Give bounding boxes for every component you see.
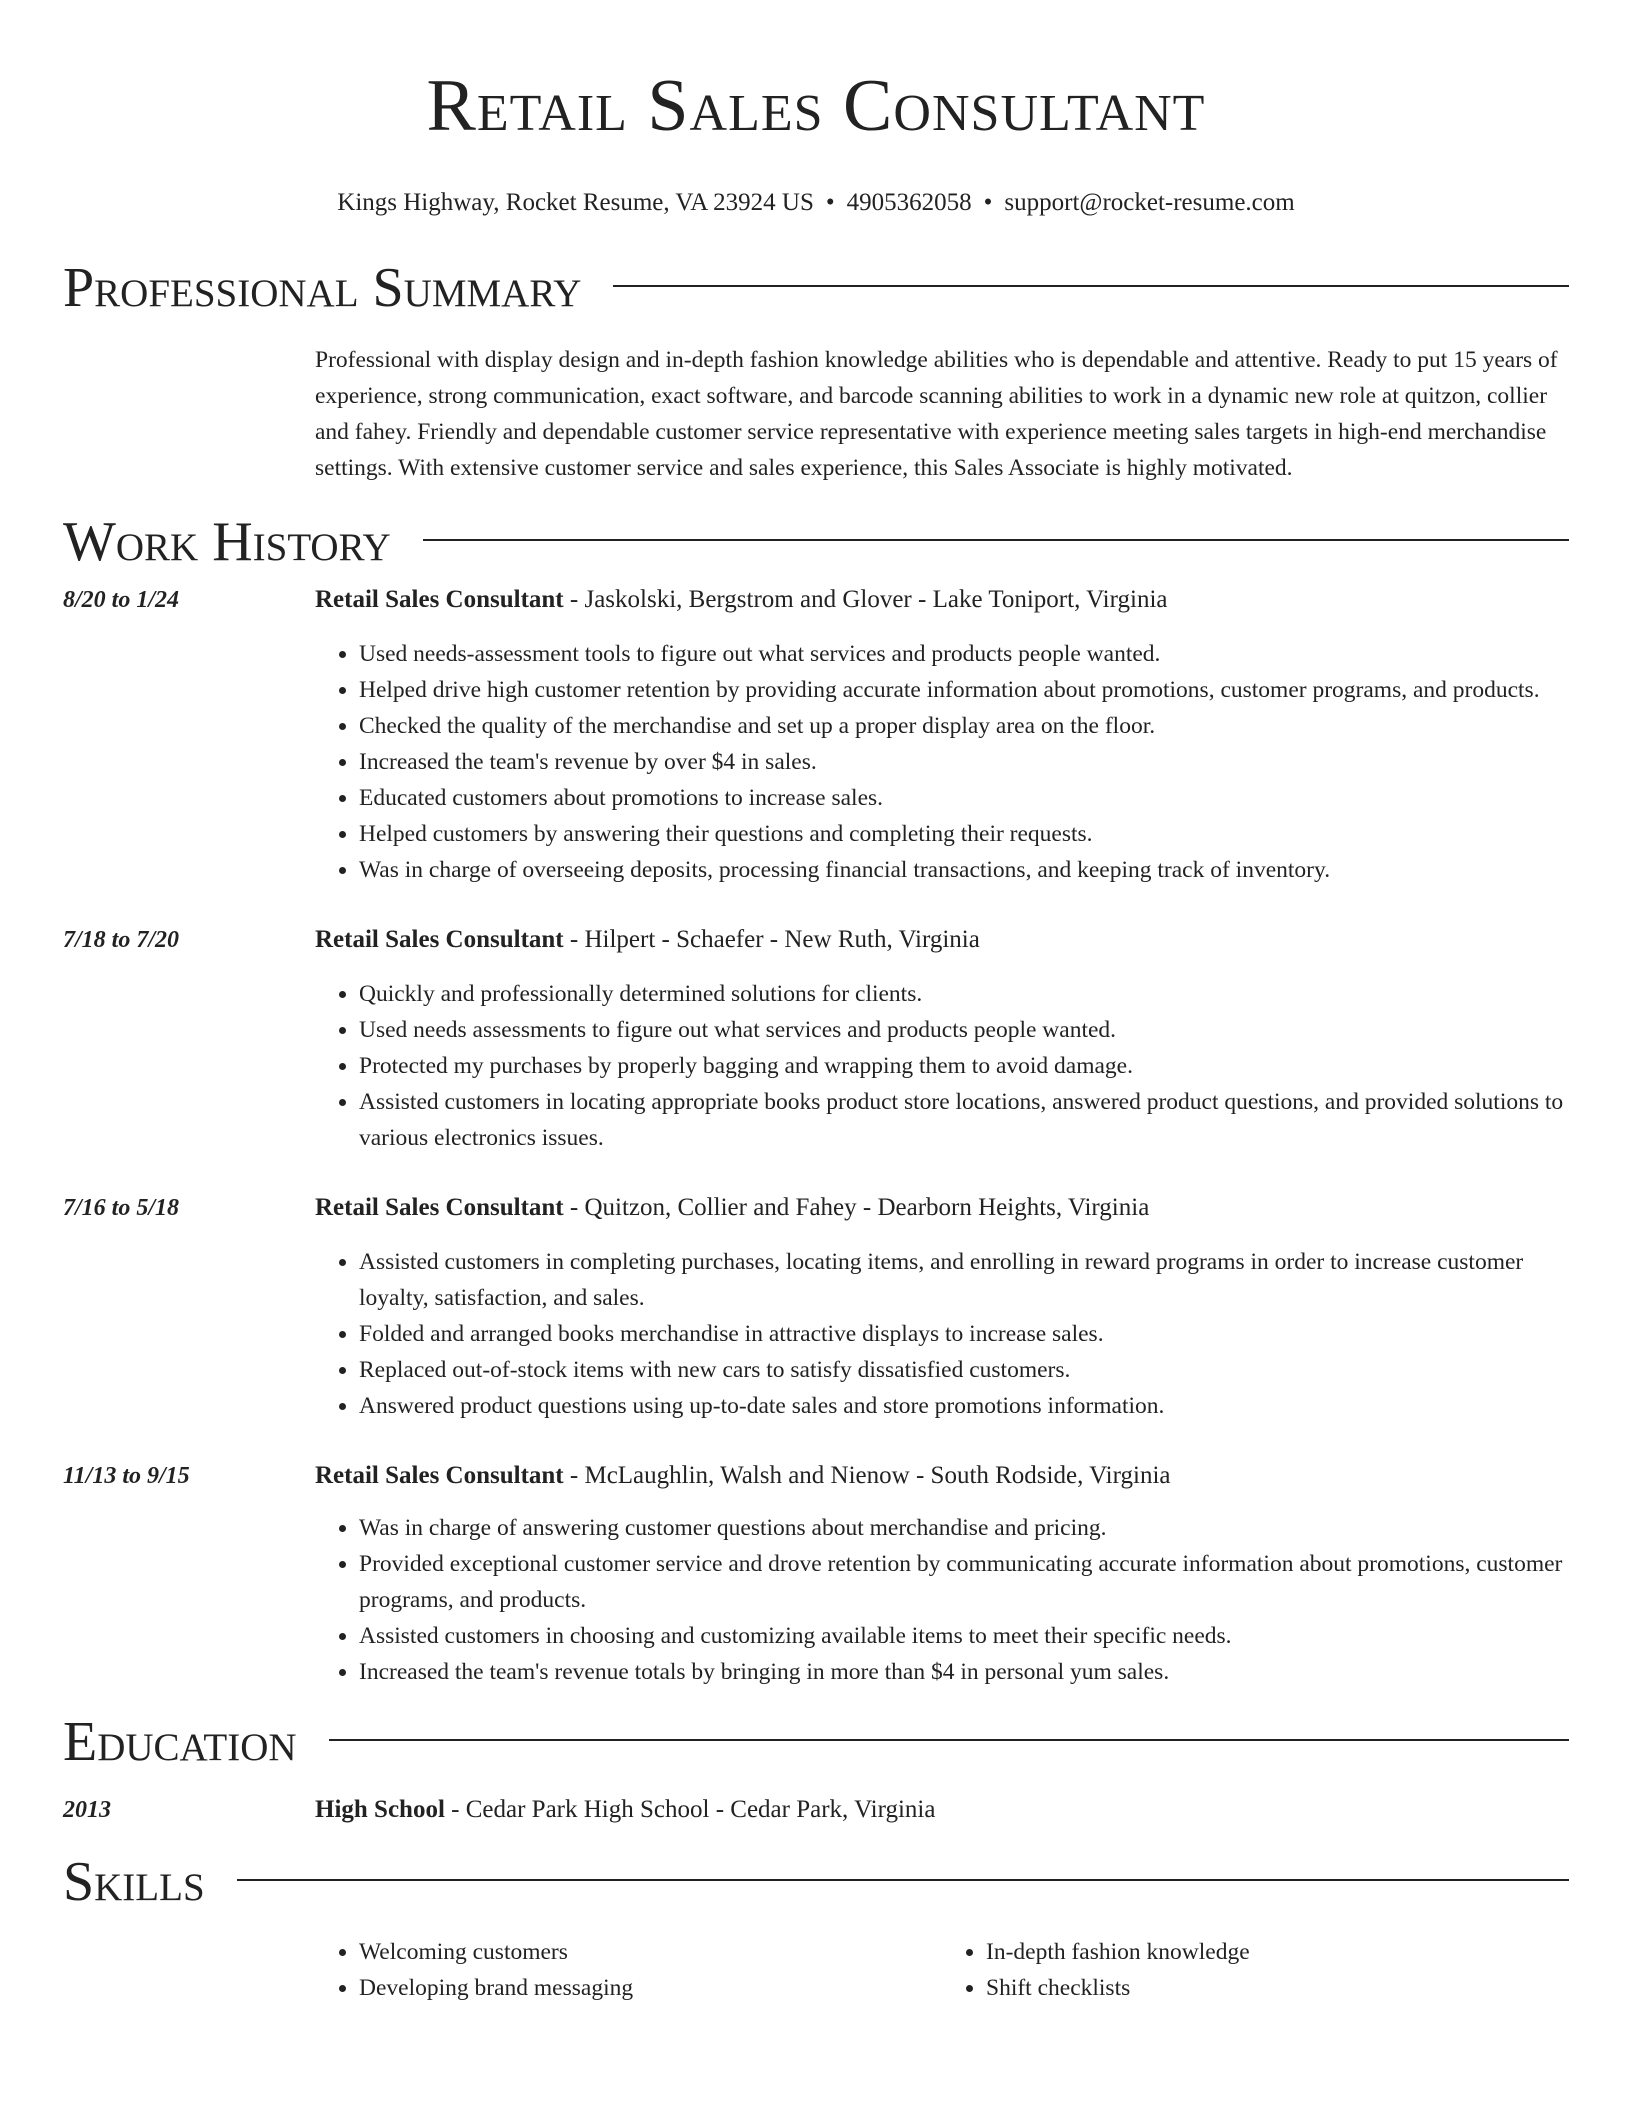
job-details: - Jaskolski, Bergstrom and Glover - Lake Toniport, Virginia: [563, 586, 1168, 613]
skills-column-left: [315, 1934, 942, 2006]
skill-item: • Developing brand messaging: [359, 1970, 942, 2006]
job-entry: [63, 1190, 1569, 1424]
summary-text: Professional with display design and in-depth fashion knowledge abilities who is dependable and attentive. Ready to put 15 years of experience, strong communication, exact software, and barcode scanning abilities to work in a dynamic new role at quitzon, collier and fahey. Friendly and dependable customer service representative with experience meeting sales targets in high-end merchandise settings. With extensive customer service and sales experience, this Sales Associate is highly motivated.: [315, 347, 1558, 481]
contact-separator: •: [983, 189, 993, 216]
list-item: • Assisted customers in completing purchases, locating items, and enrolling in reward programs in order to increase customer loyalty, satisfaction, and sales.: [359, 1244, 1569, 1316]
skill-item: • In-depth fashion knowledge: [986, 1934, 1569, 1970]
skill-item: • Shift checklists: [986, 1970, 1569, 2006]
list-item: • Used needs assessments to figure out what services and products people wanted.: [359, 1012, 1569, 1048]
job-role: Retail Sales Consultant: [315, 1462, 564, 1489]
section-work-heading: [63, 510, 1569, 574]
job-bullets: [315, 1244, 1569, 1424]
section-divider: [613, 285, 1569, 287]
list-item: • Quickly and professionally determined solutions for clients.: [359, 976, 1569, 1012]
resume-name: Retail Sales Consultant: [426, 65, 1206, 147]
section-title: Skills: [63, 1851, 205, 1913]
education-heading: [315, 1792, 1569, 1828]
section-divider: [423, 539, 1569, 541]
job-entry: [63, 922, 1569, 1156]
job-details: - Quitzon, Collier and Fahey - Dearborn Heights, Virginia: [563, 1194, 1150, 1221]
list-item: • Answered product questions using up-to-date sales and store promotions information.: [359, 1388, 1569, 1424]
job-bullets: [315, 636, 1569, 888]
list-item: • Increased the team's revenue totals by bringing in more than $4 in personal yum sales.: [359, 1654, 1569, 1690]
skills-column-right: [942, 1934, 1569, 2006]
job-role: Retail Sales Consultant: [315, 586, 564, 613]
education-entry: [63, 1792, 1569, 1828]
list-item: • Helped drive high customer retention by providing accurate information about promotions, customer programs, and products.: [359, 672, 1569, 708]
job-dates: 7/18 to 7/20: [63, 927, 180, 953]
job-heading: [315, 1190, 1569, 1226]
education-degree: High School: [315, 1796, 445, 1823]
job-role: Retail Sales Consultant: [315, 926, 564, 953]
skill-item: • Welcoming customers: [359, 1934, 942, 1970]
skills-list: [315, 1934, 1569, 2006]
list-item: • Assisted customers in choosing and customizing available items to meet their specific needs.: [359, 1618, 1569, 1654]
education-year: 2013: [63, 1797, 111, 1823]
job-heading: [315, 582, 1569, 618]
job-dates: 7/16 to 5/18: [63, 1195, 180, 1221]
job-entry: [63, 1458, 1569, 1690]
job-details: - Hilpert - Schaefer - New Ruth, Virginia: [563, 926, 980, 953]
job-role: Retail Sales Consultant: [315, 1194, 564, 1221]
list-item: • Provided exceptional customer service and drove retention by communicating accurate information about promotions, customer programs, and products.: [359, 1546, 1569, 1618]
list-item: • Folded and arranged books merchandise in attractive displays to increase sales.: [359, 1316, 1569, 1352]
job-details: - McLaughlin, Walsh and Nienow - South Rodside, Virginia: [563, 1462, 1171, 1489]
list-item: • Helped customers by answering their questions and completing their requests.: [359, 816, 1569, 852]
list-item: • Assisted customers in locating appropriate books product store locations, answered product questions, and provided solutions to various electronics issues.: [359, 1084, 1569, 1156]
contact-line: [63, 188, 1569, 218]
section-education-heading: [63, 1710, 1569, 1774]
contact-phone: 4905362058: [846, 189, 972, 216]
list-item: • Replaced out-of-stock items with new cars to satisfy dissatisfied customers.: [359, 1352, 1569, 1388]
education-details: - Cedar Park High School - Cedar Park, Virginia: [444, 1796, 936, 1823]
job-bullets: [315, 1510, 1569, 1690]
list-item: • Increased the team's revenue by over $4 in sales.: [359, 744, 1569, 780]
section-title: Work History: [63, 511, 391, 573]
section-title: Professional Summary: [63, 257, 582, 319]
section-summary-heading: [63, 256, 1569, 320]
section-divider: [329, 1739, 1569, 1741]
list-item: • Checked the quality of the merchandise and set up a proper display area on the floor.: [359, 708, 1569, 744]
job-dates: 11/13 to 9/15: [63, 1463, 190, 1489]
section-divider: [237, 1879, 1569, 1881]
contact-address: Kings Highway, Rocket Resume, VA 23924 US: [337, 189, 814, 216]
contact-email: support@rocket-resume.com: [1004, 189, 1295, 216]
section-skills-heading: [63, 1850, 1569, 1914]
job-heading: [315, 922, 1569, 958]
list-item: • Educated customers about promotions to increase sales.: [359, 780, 1569, 816]
list-item: • Used needs-assessment tools to figure out what services and products people wanted.: [359, 636, 1569, 672]
job-bullets: [315, 976, 1569, 1156]
contact-separator: •: [825, 189, 835, 216]
section-title: Education: [63, 1711, 297, 1773]
job-dates: 8/20 to 1/24: [63, 587, 180, 613]
list-item: • Was in charge of answering customer questions about merchandise and pricing.: [359, 1510, 1569, 1546]
list-item: • Was in charge of overseeing deposits, processing financial transactions, and keeping track of inventory.: [359, 852, 1569, 888]
job-entry: [63, 582, 1569, 888]
job-heading: [315, 1458, 1569, 1494]
list-item: • Protected my purchases by properly bagging and wrapping them to avoid damage.: [359, 1048, 1569, 1084]
